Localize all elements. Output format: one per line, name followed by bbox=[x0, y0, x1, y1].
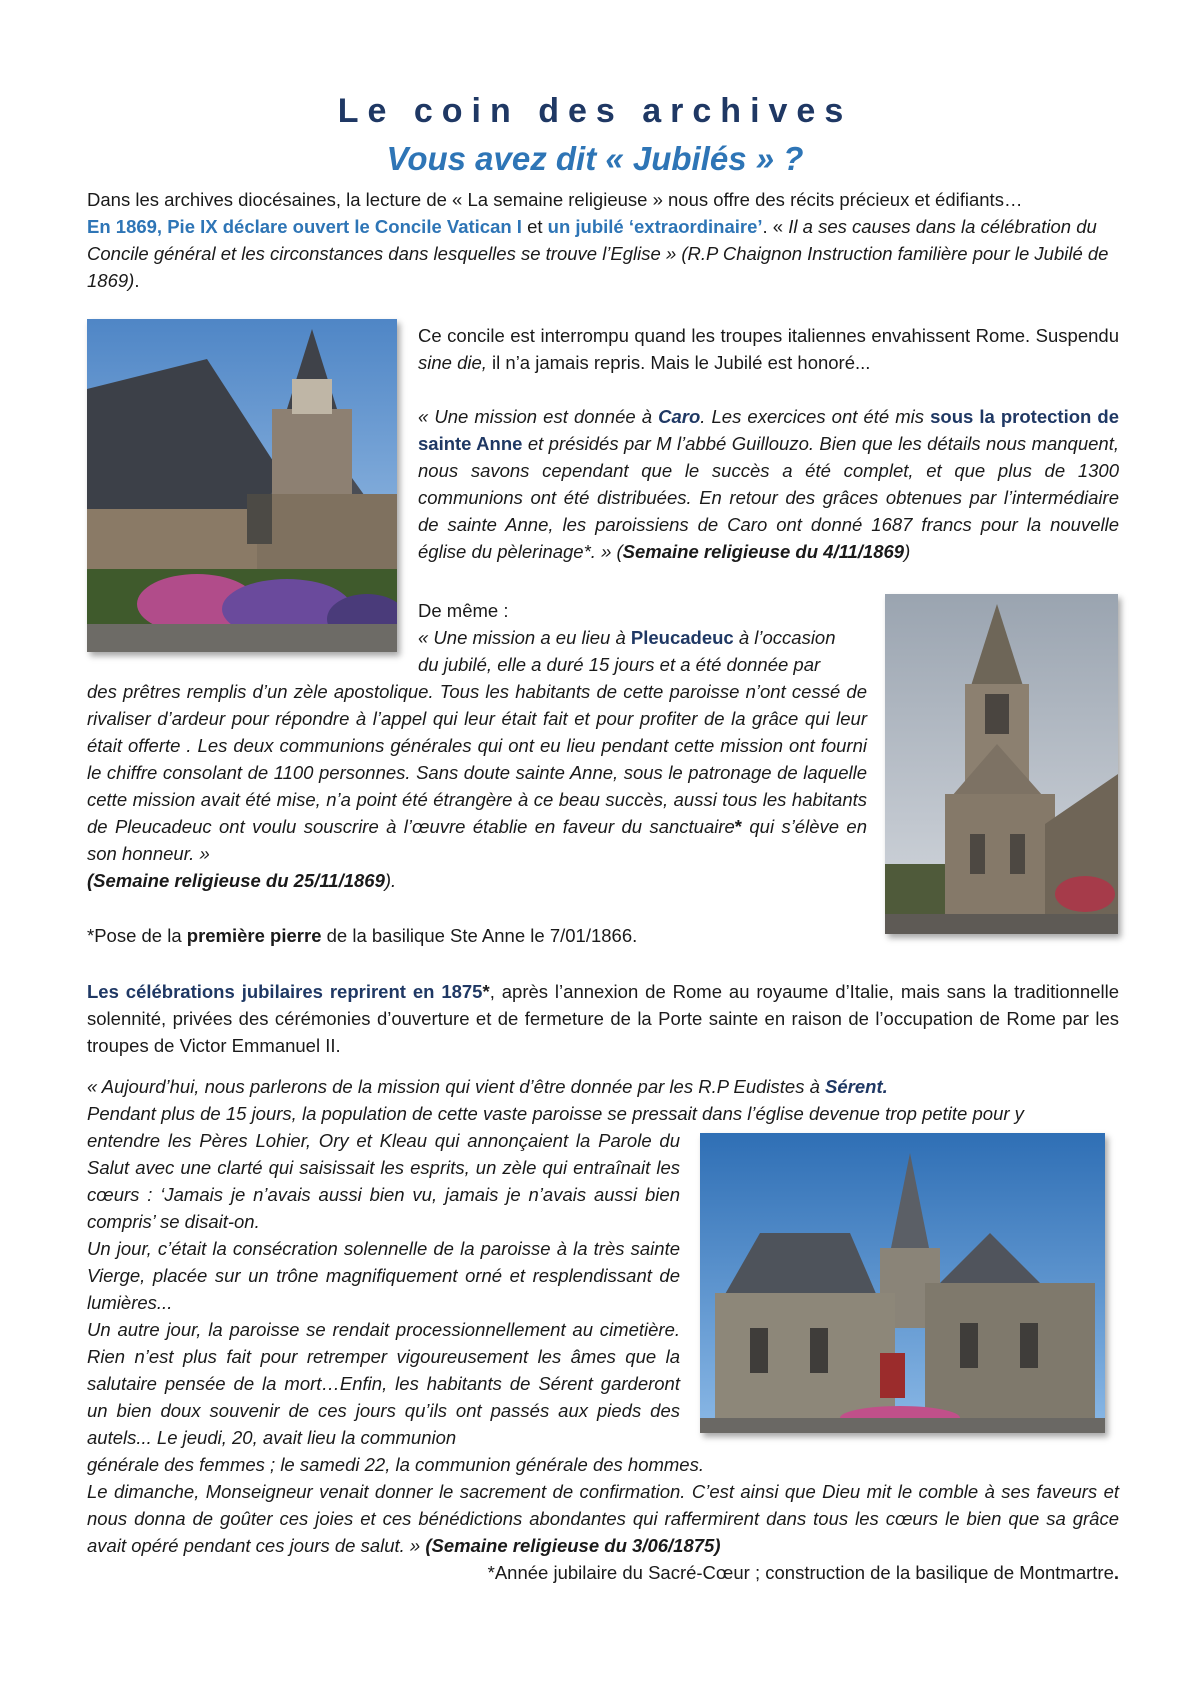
serent-full-3-wrap bbox=[87, 1478, 1119, 1559]
note1-c: de la basilique Ste Anne le 7/01/1866. bbox=[321, 925, 638, 946]
footnote-basilique bbox=[87, 922, 1087, 949]
serent-narrow-2: Un jour, c’était la consécration solennelle de la paroisse à la très sainte Vierge, placée sur un trône magnifiquement orné et resplendissant de lumières... bbox=[87, 1238, 680, 1313]
pleucadeuc-star: * bbox=[734, 816, 742, 837]
pleucadeuc-close: ). bbox=[384, 870, 397, 891]
note1-a: *Pose de la bbox=[87, 925, 187, 946]
caro-q1: « Une mission est donnée à bbox=[418, 406, 659, 427]
celebrations-rest: , après l’annexion de Rome au royaume d’Italie, mais sans la traditionnelle solennité, privées des cérémonies d’ouverture et de fermeture de la Porte sainte en raison de l’occupation de Rome par les troupes de Victor Emmanuel II. bbox=[87, 981, 1119, 1056]
celebrations-lead: Les célébrations jubilaires reprirent en 1875 bbox=[87, 981, 483, 1002]
pleucadeuc-body-1: des prêtres remplis d’un zèle apostolique. Tous les habitants de cette paroisse n’ont cessé de rivaliser d’ardeur pour répondre à l’appel qui leur était fait et pour profiter de la grâce qui leur était offerte . Les deux communions générales qui ont eu lieu pendant cette mission ont fourni le chiffre consolant de 1100 personnes. Sans doute sainte Anne, sous le patronage de laquelle cette mission avait été mise, n’a point été étrangère à ce beau succès, aussi tous les habitants de Pleucadeuc ont voulu souscrire à l’œuvre établie en faveur du sanctuaire bbox=[87, 681, 867, 837]
intro-quote: Il a ses causes dans la célébration du Concile général et les circonstances dans lesquelles se trouve l’Eglise » (R.P Chaignon Instruction familière pour le Jubilé de 1869) bbox=[87, 216, 1109, 291]
intro-body bbox=[87, 213, 1119, 294]
caro-q3: et présidés par M l’abbé Guillouzo. Bien que les détails nous manquent, nous savons cependant que le succès a été complet, et que plus de 1300 communions ont été distribuées. En retour des grâces obtenues par l’intermédiaire de sainte Anne, les paroissiens de Caro ont donné 1687 francs pour la nouvelle église du pèlerinage*. » ( bbox=[418, 433, 1119, 562]
intro-end: . bbox=[134, 270, 140, 291]
serent-source: (Semaine religieuse du 3/06/1875) bbox=[425, 1535, 721, 1556]
serent-narrow-3: Un autre jour, la paroisse se rendait processionnellement au cimetière. Rien n’est plus fait pour retremper vigoureusement les âmes que la salutaire pensée de la mort…Enfin, les habitants de Sérent garderont un bien doux souvenir de ces jours qu’ils ont passés aux pieds des autels... Le jeudi, 20, avait lieu la communion bbox=[87, 1319, 680, 1448]
page-title: Le coin des archives bbox=[337, 92, 853, 130]
serent-church-photo bbox=[700, 1133, 1105, 1433]
pleucadeuc-l1b: à l’occasion bbox=[733, 627, 836, 648]
caro-place: Caro bbox=[658, 406, 701, 427]
serent-full-3: Le dimanche, Monseigneur venait donner le sacrement de confirmation. C’est ainsi que Dieu mit le comble à ses faveurs et nous donna de goûter ces joies et ces bénédictions abondantes qui raffermirent dans tous les cœurs le bien que sa grâce avait opéré pendant ces jours de salut. » bbox=[87, 1481, 1119, 1556]
caro-q2: . Les exercices ont été mis bbox=[700, 406, 931, 427]
caro-close: ) bbox=[904, 541, 911, 562]
page-subtitle: Vous avez dit « Jubilés » ? bbox=[386, 140, 804, 177]
serent-intro bbox=[87, 1073, 1119, 1100]
intro-paragraph bbox=[87, 186, 1119, 294]
caro-protection: sous la protection de sainte Anne bbox=[418, 406, 1119, 454]
note1-b: première pierre bbox=[186, 925, 322, 946]
serent-intro-text: « Aujourd’hui, nous parlerons de la mission qui vient d’être donnée par les R.P Eudistes à bbox=[87, 1076, 826, 1097]
serent-full-line: Pendant plus de 15 jours, la population de cette vaste paroisse se pressait dans l’église devenue trop petite pour y bbox=[87, 1103, 1024, 1124]
celebrations-star: * bbox=[482, 981, 490, 1002]
pleucadeuc-intro: De même : bbox=[418, 600, 509, 621]
concile-text-2: il n’a jamais repris. Mais le Jubilé est honoré... bbox=[486, 352, 871, 373]
pleucadeuc-line-2: du jubilé, elle a duré 15 jours et a été donnée par bbox=[418, 654, 821, 675]
pleucadeuc-source-line bbox=[87, 867, 867, 894]
pleucadeuc-body bbox=[87, 678, 867, 894]
caro-church-photo bbox=[87, 319, 397, 652]
pleucadeuc-body-2: qui s’élève en son honneur. » bbox=[87, 816, 867, 864]
intro-line: Dans les archives diocésaines, la lecture de « La semaine religieuse » nous offre des récits précieux et édifiants… bbox=[87, 189, 1023, 210]
concile-text-1: Ce concile est interrompu quand les troupes italiennes envahissent Rome. Suspendu bbox=[418, 325, 1119, 346]
caro-quote bbox=[418, 403, 1119, 565]
caro-source: Semaine religieuse du 4/11/1869 bbox=[622, 541, 905, 562]
intro-et: et bbox=[521, 216, 548, 237]
intro-lead-2: un jubilé ‘extraordinaire’ bbox=[547, 216, 763, 237]
pleucadeuc-l1a: « Une mission a eu lieu à bbox=[418, 627, 631, 648]
intro-quote-open: . « bbox=[762, 216, 789, 237]
celebrations-paragraph bbox=[87, 978, 1119, 1059]
concile-paragraph bbox=[418, 322, 1119, 376]
note2-end: . bbox=[1113, 1562, 1119, 1583]
serent-narrow-1: entendre les Pères Lohier, Ory et Kleau qui annonçaient la Parole du Salut avec une clarté qui saisissait les esprits, un zèle qui entraînait les cœurs : ‘Jamais je n’avais aussi bien vu, jamais je n’avais aussi bien compris’ se disait-on. bbox=[87, 1130, 680, 1232]
serent-narrow-text bbox=[87, 1127, 680, 1451]
footnote-sacre-coeur bbox=[87, 1559, 1119, 1586]
note2-text: *Année jubilaire du Sacré-Cœur ; construction de la basilique de Montmartre bbox=[487, 1562, 1114, 1583]
serent-place: Sérent. bbox=[825, 1076, 888, 1097]
serent-bottom bbox=[87, 1451, 1119, 1559]
intro-lead-1: En 1869, Pie IX déclare ouvert le Concile Vatican I bbox=[87, 216, 522, 237]
pleucadeuc-church-photo bbox=[885, 594, 1118, 934]
serent-full-2: générale des femmes ; le samedi 22, la communion générale des hommes. bbox=[87, 1454, 704, 1475]
pleucadeuc-line-1 bbox=[418, 624, 868, 651]
pleucadeuc-place: Pleucadeuc bbox=[630, 627, 734, 648]
concile-sine-die: sine die, bbox=[418, 352, 487, 373]
pleucadeuc-source: (Semaine religieuse du 25/11/1869 bbox=[87, 870, 385, 891]
